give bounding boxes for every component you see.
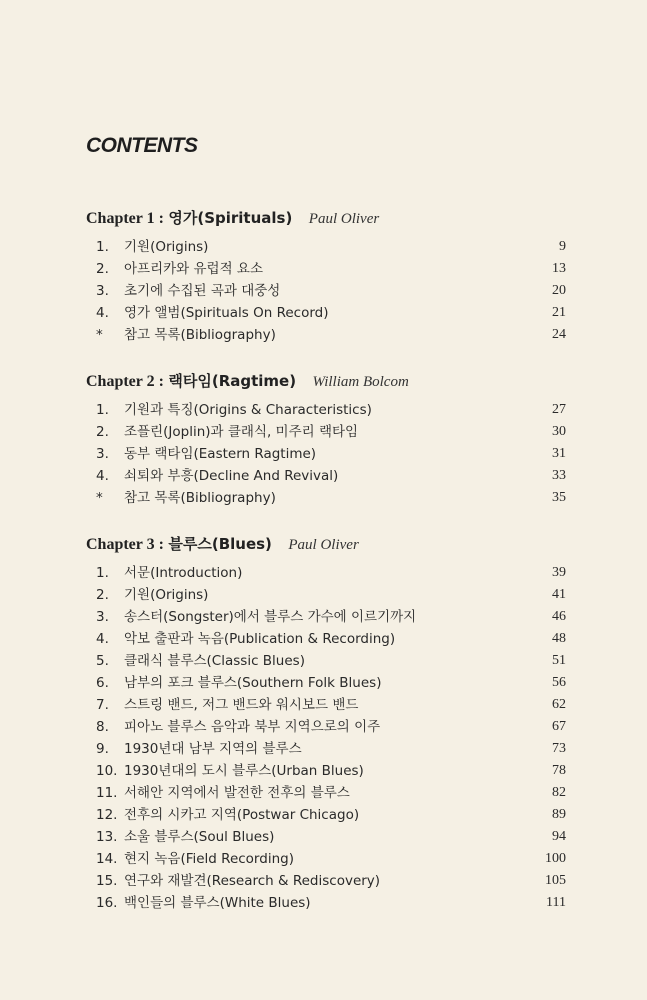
entry-title: 남부의 포크 블루스(Southern Folk Blues) xyxy=(124,675,382,691)
entry-title: 쇠퇴와 부흥(Decline And Revival) xyxy=(124,468,339,484)
entry-page: 89 xyxy=(552,807,566,822)
entry-title: 악보 출판과 녹음(Publication & Recording) xyxy=(124,631,396,647)
entry-number: 4. xyxy=(96,468,109,484)
entry-number: 9. xyxy=(96,741,109,757)
toc-entry xyxy=(96,280,566,302)
entry-page: 111 xyxy=(546,895,566,910)
entry-number: * xyxy=(96,327,103,343)
entry-title: 아프리카와 유럽적 요소 xyxy=(124,261,263,277)
entry-page: 33 xyxy=(552,468,566,483)
entry-title: 조플린(Joplin)과 클래식, 미주리 랙타임 xyxy=(124,424,359,440)
chapter-heading xyxy=(86,533,359,554)
toc-entry xyxy=(96,848,566,870)
entry-number: 11. xyxy=(96,785,118,801)
entry-number: 8. xyxy=(96,719,109,735)
entry-title: 전후의 시카고 지역(Postwar Chicago) xyxy=(124,807,360,823)
toc-entry xyxy=(96,487,566,509)
entry-title: 1930년대 남부 지역의 블루스 xyxy=(124,741,302,757)
entry-title: 스트링 밴드, 저그 밴드와 워시보드 밴드 xyxy=(124,697,359,713)
toc-entry xyxy=(96,672,566,694)
entry-page: 30 xyxy=(552,424,566,439)
entry-number: 1. xyxy=(96,565,109,581)
entry-page: 20 xyxy=(552,283,566,298)
entry-title: 기원과 특징(Origins & Characteristics) xyxy=(124,402,372,418)
chapter-title: 블루스(Blues) xyxy=(168,535,272,553)
entry-number: 3. xyxy=(96,446,109,462)
entry-page: 56 xyxy=(552,675,566,690)
chapter-title: 랙타임(Ragtime) xyxy=(168,372,297,390)
entry-number: 6. xyxy=(96,675,109,691)
entry-page: 35 xyxy=(552,490,566,505)
toc-entry xyxy=(96,826,566,848)
entry-number: 3. xyxy=(96,609,109,625)
entry-title: 기원(Origins) xyxy=(124,587,209,603)
entry-number: 16. xyxy=(96,895,118,911)
entry-page: 31 xyxy=(552,446,566,461)
chapter-label: Chapter 3 : xyxy=(86,536,164,553)
entry-title: 클래식 블루스(Classic Blues) xyxy=(124,653,305,669)
chapter-heading xyxy=(86,207,379,228)
entry-number: 7. xyxy=(96,697,109,713)
entry-page: 62 xyxy=(552,697,566,712)
entry-page: 24 xyxy=(552,327,566,342)
chapter-author: Paul Oliver xyxy=(308,211,380,227)
chapter-label: Chapter 1 : xyxy=(86,210,164,227)
entry-page: 48 xyxy=(552,631,566,646)
entry-title: 현지 녹음(Field Recording) xyxy=(124,851,294,867)
toc-entry xyxy=(96,650,566,672)
toc-entry xyxy=(96,236,566,258)
entry-page: 105 xyxy=(545,873,566,888)
toc-entry xyxy=(96,584,566,606)
entry-page: 39 xyxy=(552,565,566,580)
toc-entry xyxy=(96,782,566,804)
entry-title: 기원(Origins) xyxy=(124,239,209,255)
entry-title: 소울 블루스(Soul Blues) xyxy=(124,829,275,845)
entry-number: 14. xyxy=(96,851,118,867)
toc-entry xyxy=(96,892,566,914)
entry-title: 동부 랙타임(Eastern Ragtime) xyxy=(124,446,317,462)
entry-number: 13. xyxy=(96,829,118,845)
chapter-author: Paul Oliver xyxy=(288,537,359,553)
toc-entry xyxy=(96,302,566,324)
chapter-title: 영가(Spirituals) xyxy=(168,209,293,227)
entry-page: 94 xyxy=(552,829,566,844)
entry-number: 2. xyxy=(96,587,109,603)
entry-title: 서문(Introduction) xyxy=(124,565,243,581)
entry-number: 10. xyxy=(96,763,118,779)
entry-number: 4. xyxy=(96,631,109,647)
entry-page: 46 xyxy=(552,609,566,624)
entry-number: 15. xyxy=(96,873,118,889)
entry-page: 13 xyxy=(552,261,566,276)
toc-entry xyxy=(96,804,566,826)
entry-number: 3. xyxy=(96,283,109,299)
entry-title: 1930년대의 도시 블루스(Urban Blues) xyxy=(124,763,364,779)
toc-entry xyxy=(96,258,566,280)
entry-number: * xyxy=(96,490,103,506)
entry-number: 1. xyxy=(96,402,109,418)
chapter-author: William Bolcom xyxy=(312,374,409,390)
toc-entry xyxy=(96,562,566,584)
entry-page: 21 xyxy=(552,305,566,320)
toc-entry xyxy=(96,324,566,346)
entry-page: 78 xyxy=(552,763,566,778)
entry-title: 연구와 재발견(Research & Rediscovery) xyxy=(124,873,381,889)
entry-page: 73 xyxy=(552,741,566,756)
page-title: CONTENTS xyxy=(86,134,198,157)
entry-title: 피아노 블루스 음악과 북부 지역으로의 이주 xyxy=(124,719,381,735)
entry-page: 9 xyxy=(559,239,566,254)
entry-number: 5. xyxy=(96,653,109,669)
entry-page: 27 xyxy=(552,402,566,417)
toc-entry xyxy=(96,760,566,782)
entry-number: 12. xyxy=(96,807,118,823)
entry-title: 참고 목록(Bibliography) xyxy=(124,327,276,343)
chapter-heading xyxy=(86,370,409,391)
entry-number: 1. xyxy=(96,239,109,255)
toc-entry xyxy=(96,443,566,465)
entry-page: 82 xyxy=(552,785,566,800)
entry-title: 영가 앨범(Spirituals On Record) xyxy=(124,305,329,321)
entry-page: 67 xyxy=(552,719,566,734)
entry-title: 백인들의 블루스(White Blues) xyxy=(124,895,311,911)
entry-page: 41 xyxy=(552,587,566,602)
toc-entry xyxy=(96,628,566,650)
entry-number: 2. xyxy=(96,261,109,277)
entry-title: 참고 목록(Bibliography) xyxy=(124,490,276,506)
toc-entry xyxy=(96,606,566,628)
entry-number: 4. xyxy=(96,305,109,321)
toc-entry xyxy=(96,738,566,760)
toc-entry xyxy=(96,465,566,487)
toc-entry xyxy=(96,870,566,892)
toc-entry xyxy=(96,716,566,738)
entry-number: 2. xyxy=(96,424,109,440)
toc-entry xyxy=(96,399,566,421)
entry-page: 100 xyxy=(545,851,566,866)
chapter-label: Chapter 2 : xyxy=(86,373,164,390)
toc-entry xyxy=(96,421,566,443)
toc-entry xyxy=(96,694,566,716)
entry-page: 51 xyxy=(552,653,566,668)
entry-title: 서해안 지역에서 발전한 전후의 블루스 xyxy=(124,785,350,801)
entry-title: 초기에 수집된 곡과 대중성 xyxy=(124,283,281,299)
entry-title: 송스터(Songster)에서 블루스 가수에 이르기까지 xyxy=(124,609,417,625)
